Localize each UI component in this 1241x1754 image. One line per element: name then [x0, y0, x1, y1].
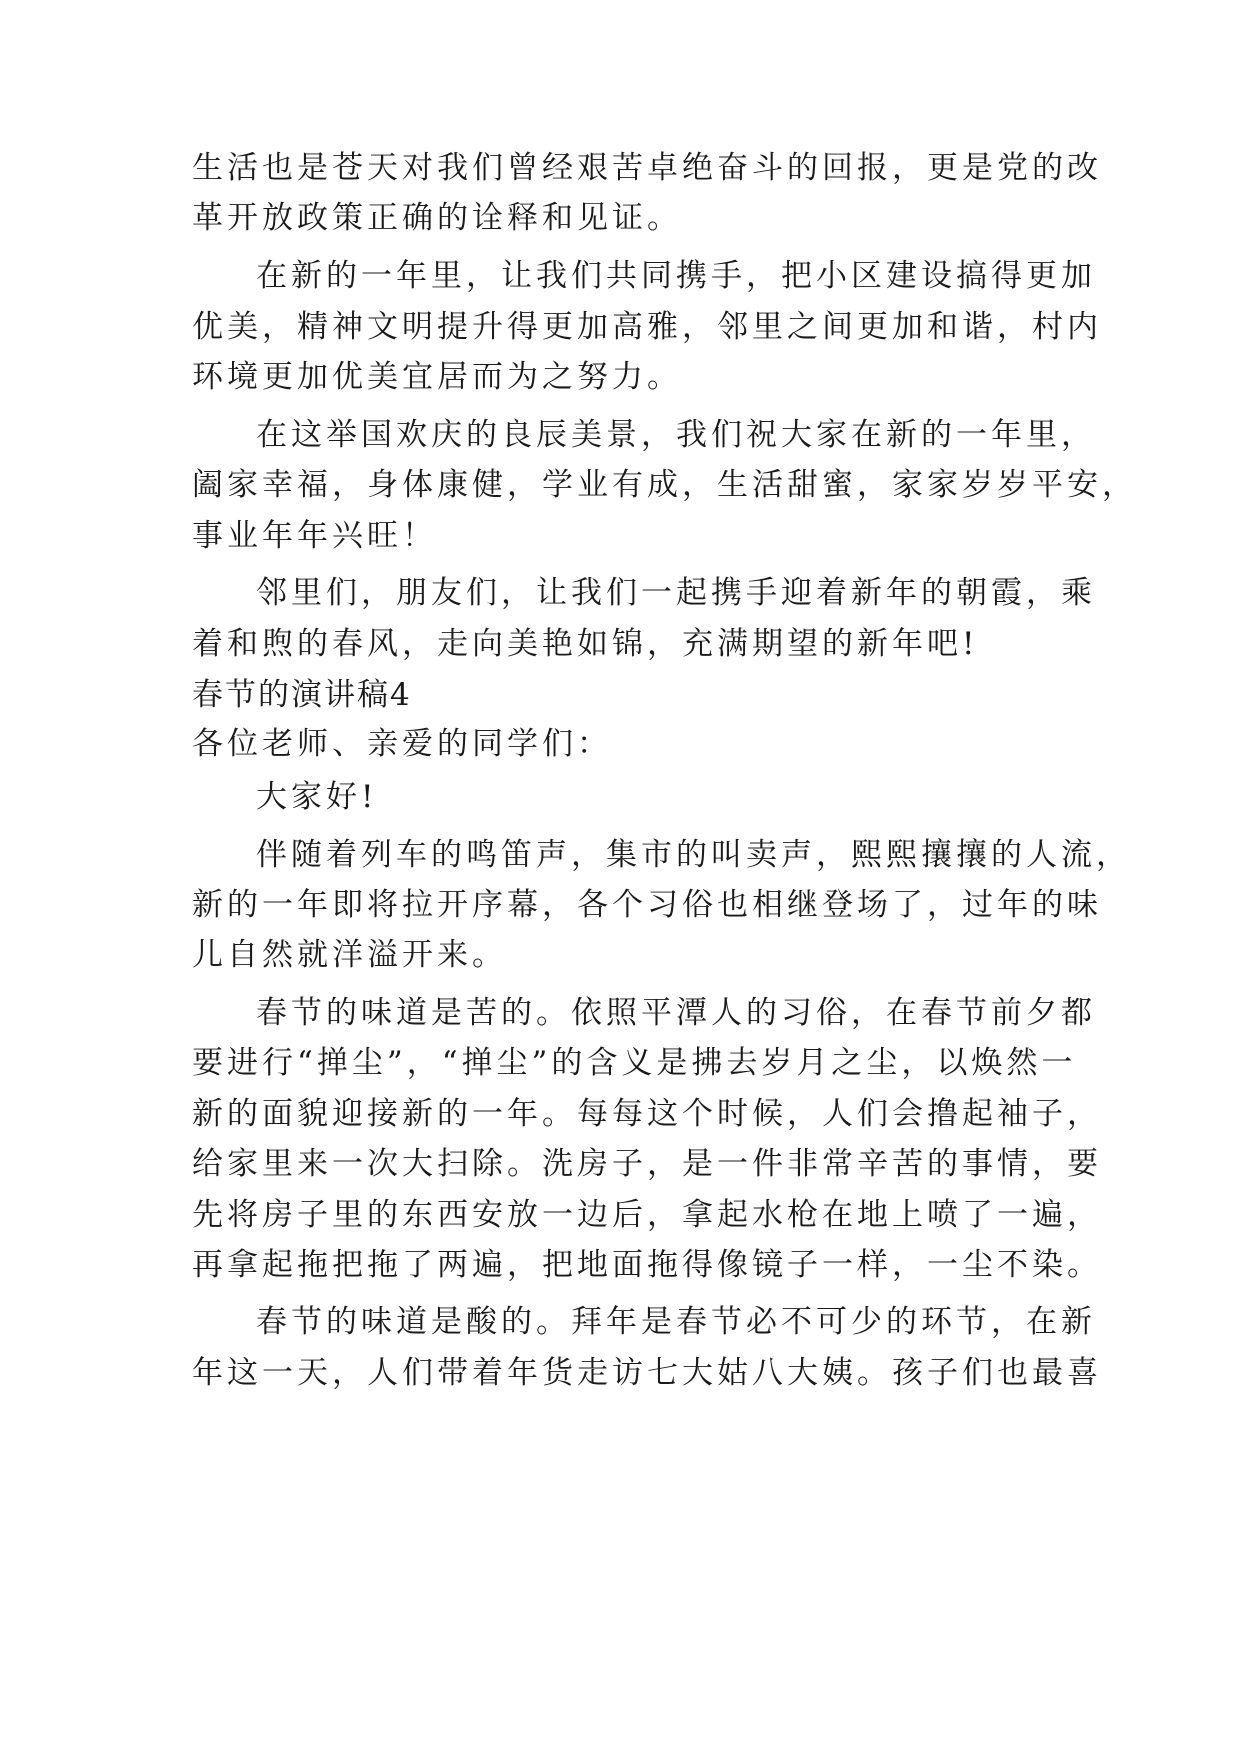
text-line: 再拿起拖把拖了两遍，把地面拖得像镜子一样，一尘不染。	[192, 1247, 1102, 1283]
text-line: 优美，精神文明提升得更加高雅，邻里之间更加和谐，村内	[192, 309, 1102, 345]
paragraph-first-line: 在新的一年里，让我们共同携手，把小区建设搞得更加	[256, 258, 1096, 294]
text-line: 儿自然就洋溢开来。	[192, 937, 507, 973]
text-line: 生活也是苍天对我们曾经艰苦卓绝奋斗的回报，更是党的改	[192, 150, 1102, 186]
text-line: 给家里来一次大扫除。洗房子，是一件非常辛苦的事情，要	[192, 1146, 1102, 1182]
text-line: 年这一天，人们带着年货走访七大姑八大姨。孩子们也最喜	[192, 1355, 1102, 1391]
paragraph-first-line: 春节的味道是酸的。拜年是春节必不可少的环节，在新	[256, 1304, 1096, 1340]
text-line: 阖家幸福，身体康健，学业有成，生活甜蜜，家家岁岁平安，	[192, 467, 1137, 503]
text-line: 环境更加优美宜居而为之努力。	[192, 359, 682, 395]
text-line: 事业年年兴旺！	[192, 518, 437, 554]
paragraph-first-line: 邻里们，朋友们，让我们一起携手迎着新年的朝霞，乘	[256, 575, 1096, 611]
greeting: 大家好!	[256, 779, 378, 815]
text-line: 要进行“掸尘”，“掸尘”的含义是拂去岁月之尘，以焕然一	[192, 1045, 1077, 1081]
text-line: 先将房子里的东西安放一边后，拿起水枪在地上喷了一遍，	[192, 1197, 1102, 1233]
paragraph-first-line: 在这举国欢庆的良辰美景，我们祝大家在新的一年里，	[256, 417, 1096, 453]
paragraph-first-line: 春节的味道是苦的。依照平潭人的习俗，在春节前夕都	[256, 995, 1096, 1031]
paragraph-first-line: 伴随着列车的鸣笛声，集市的叫卖声，熙熙攘攘的人流，	[256, 837, 1131, 873]
section-heading: 春节的演讲稿4	[192, 677, 412, 713]
text-line: 革开放政策正确的诠释和见证。	[192, 200, 682, 236]
text-line: 新的一年即将拉开序幕，各个习俗也相继登场了，过年的味	[192, 887, 1102, 923]
text-line: 着和煦的春风，走向美艳如锦，充满期望的新年吧!	[192, 626, 979, 662]
salutation: 各位老师、亲爱的同学们：	[192, 726, 612, 762]
text-line: 新的面貌迎接新的一年。每每这个时候，人们会撸起袖子，	[192, 1096, 1102, 1132]
